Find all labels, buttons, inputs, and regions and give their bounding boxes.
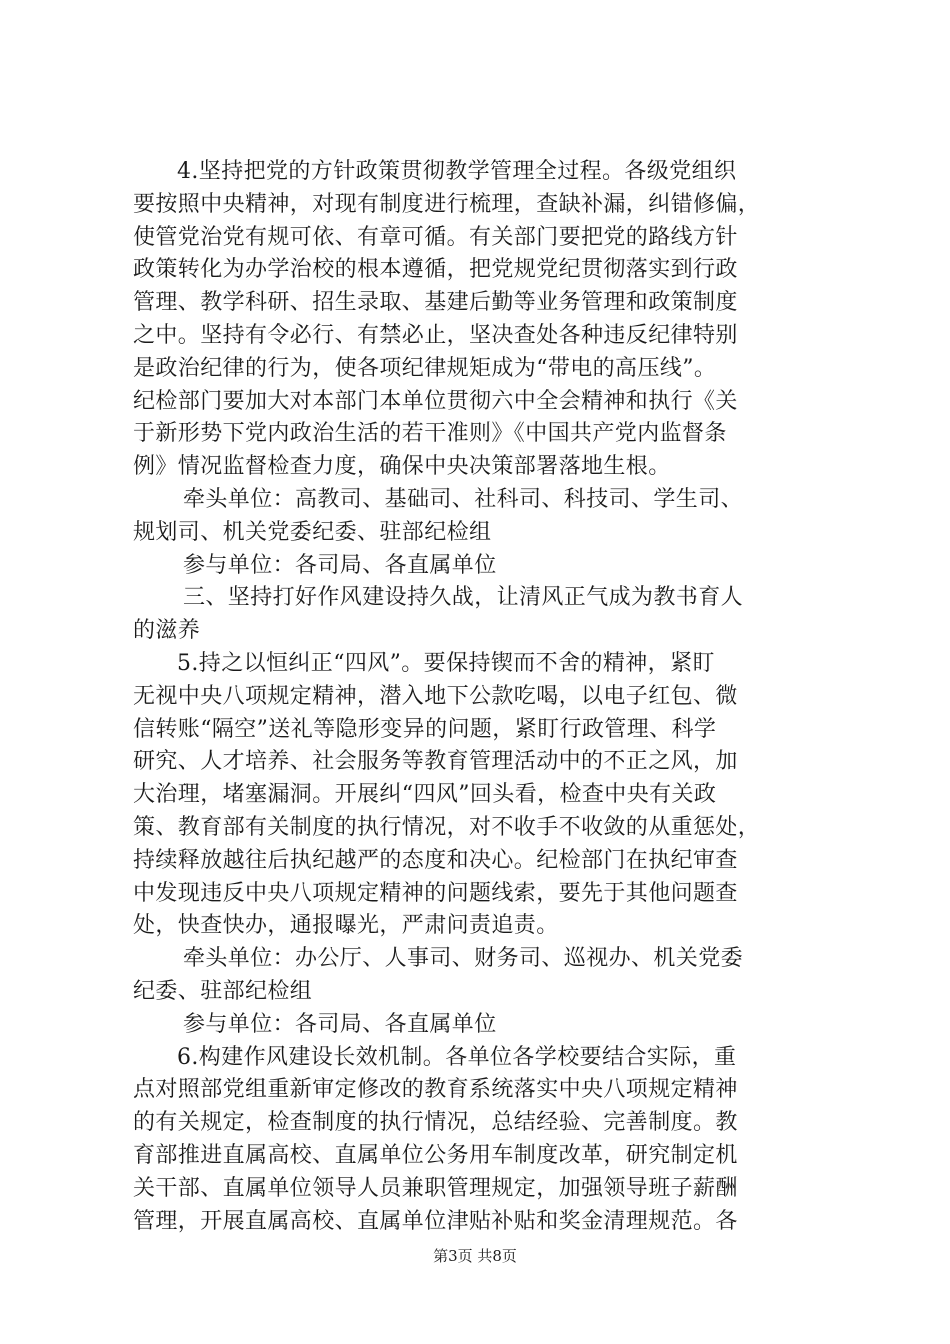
text-line: 信转账“隔空”送礼等隐形变异的问题，紧盯行政管理、科学: [133, 716, 717, 742]
lead-unit-line: 牵头单位：高教司、基础司、社科司、科技司、学生司、: [183, 486, 744, 512]
text-line: 育部推进直属高校、直属单位公务用车制度改革，研究制定机: [133, 1142, 738, 1168]
text-line: 处，快查快办，通报曝光，严肃问责追责。: [133, 913, 559, 939]
participating-unit-line: 参与单位：各司局、各直属单位: [183, 552, 497, 578]
text-line: 的滋养: [133, 618, 201, 644]
text-line: 持续释放越往后执纪越严的态度和决心。纪检部门在执纪审查: [133, 847, 738, 873]
lead-unit-line: 牵头单位：办公厅、人事司、财务司、巡视办、机关党委: [183, 946, 744, 972]
text-line: 关干部、直属单位领导人员兼职管理规定，加强领导班子薪酬: [133, 1175, 738, 1201]
text-line: 规划司、机关党委纪委、驻部纪检组: [133, 519, 492, 545]
text-line: 是政治纪律的行为，使各项纪律规矩成为“带电的高压线”。: [133, 355, 717, 381]
paragraph-6-heading-line: 6.构建作风建设长效机制。各单位各学校要结合实际，重: [177, 1044, 737, 1070]
text-line: 点对照部党组重新审定修改的教育系统落实中央八项规定精神: [133, 1077, 738, 1103]
text-line: 使管党治党有规可依、有章可循。有关部门要把党的路线方针: [133, 224, 738, 250]
text-line: 研究、人才培养、社会服务等教育管理活动中的不正之风，加: [133, 749, 738, 775]
text-line: 的有关规定，检查制度的执行情况，总结经验、完善制度。教: [133, 1110, 738, 1136]
text-line: 之中。坚持有令必行、有禁必止，坚决查处各种违反纪律特别: [133, 322, 738, 348]
text-line: 策、教育部有关制度的执行情况，对不收手不收敛的从重惩处，: [133, 814, 761, 840]
section-heading-line: 三、坚持打好作风建设持久战，让清风正气成为教书育人: [183, 585, 744, 611]
participating-unit-line: 参与单位：各司局、各直属单位: [183, 1011, 497, 1037]
text-line: 纪检部门要加大对本部门本单位贯彻六中全会精神和执行《关: [133, 388, 738, 414]
text-line: 政策转化为办学治校的根本遵循，把党规党纪贯彻落实到行政: [133, 257, 738, 283]
paragraph-4-heading-line: 4.坚持把党的方针政策贯彻教学管理全过程。各级党组织: [177, 159, 737, 184]
text-line: 例》情况监督检查力度，确保中央决策部署落地生根。: [133, 454, 671, 480]
document-body: [133, 156, 833, 1238]
page-number-footer: 第3页 共8页: [433, 1247, 517, 1265]
text-line: 于新形势下党内政治生活的若干准则》《中国共产党内监督条: [133, 421, 727, 447]
text-line: 无视中央八项规定精神，潜入地下公款吃喝，以电子红包、微: [133, 683, 738, 709]
text-line: 管理、教学科研、招生录取、基建后勤等业务管理和政策制度: [133, 290, 738, 316]
text-line: 纪委、驻部纪检组: [133, 978, 313, 1004]
text-line: 管理，开展直属高校、直属单位津贴补贴和奖金清理规范。各: [133, 1208, 738, 1234]
text-line: 中发现违反中央八项规定精神的问题线索，要先于其他问题查: [133, 880, 738, 906]
paragraph-5-heading-line: 5.持之以恒纠正“四风”。要保持锲而不舍的精神，紧盯: [177, 650, 715, 676]
text-line: 大治理，堵塞漏洞。开展纠“四风”回头看，检查中央有关政: [133, 782, 717, 808]
text-line: 要按照中央精神，对现有制度进行梳理，查缺补漏，纠错修偏，: [133, 191, 761, 217]
